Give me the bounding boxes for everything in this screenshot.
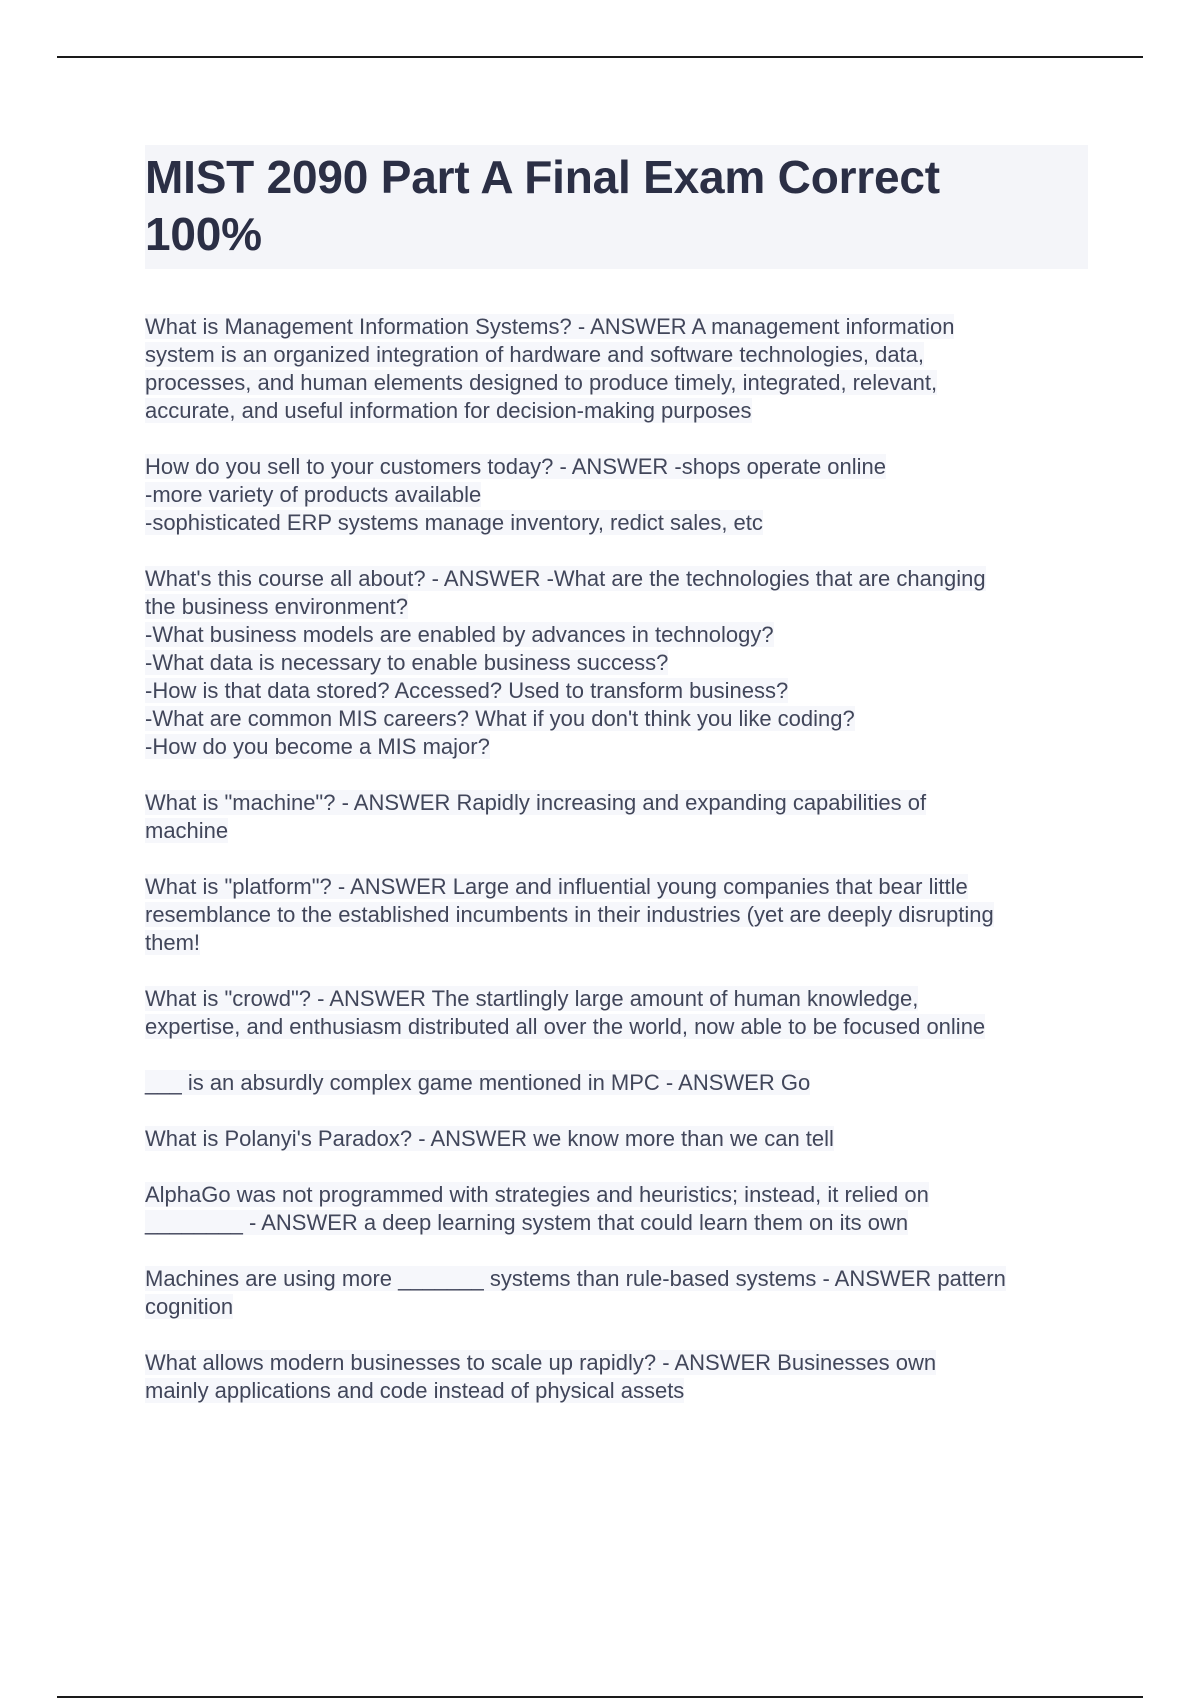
qa-text: What is Management Information Systems? - ANSWER A management information [145,314,955,339]
qa-text-line [145,929,1085,957]
qa-item [145,789,1085,845]
qa-text-line [145,677,1085,705]
top-rule [57,56,1143,58]
qa-text-line [145,1069,1085,1097]
title-line-2: 100% [145,208,262,260]
qa-text-line [145,873,1085,901]
qa-text-line [145,1013,1085,1041]
qa-text: ________ - ANSWER a deep learning system that could learn them on its own [145,1210,909,1235]
qa-text: accurate, and useful information for decision-making purposes [145,398,752,423]
qa-text: Machines are using more _______ systems than rule-based systems - ANSWER pattern [145,1266,1006,1291]
qa-text: -How is that data stored? Accessed? Used to transform business? [145,678,789,703]
qa-text-line [145,481,1085,509]
qa-text: What's this course all about? - ANSWER -What are the technologies that are changing [145,566,986,591]
qa-text: -How do you become a MIS major? [145,734,490,759]
qa-text-line [145,341,1085,369]
qa-text: them! [145,930,201,955]
qa-text-line [145,985,1085,1013]
qa-item [145,873,1085,957]
qa-text: -What data is necessary to enable business success? [145,650,669,675]
qa-text-line [145,565,1085,593]
qa-text-line [145,1349,1085,1377]
qa-text: machine [145,818,229,843]
qa-text-line [145,509,1085,537]
qa-text: -What business models are enabled by advances in technology? [145,622,774,647]
qa-text: What is "crowd"? - ANSWER The startlingly large amount of human knowledge, [145,986,919,1011]
qa-text-line [145,369,1085,397]
qa-text-line [145,1209,1085,1237]
qa-text-line [145,453,1085,481]
title-line-1: MIST 2090 Part A Final Exam Correct [145,151,940,203]
qa-text-line [145,649,1085,677]
qa-text-line [145,817,1085,845]
qa-list [145,313,1085,1433]
bottom-rule [57,1696,1143,1698]
qa-text: processes, and human elements designed to produce timely, integrated, relevant, [145,370,938,395]
qa-text: system is an organized integration of hardware and software technologies, data, [145,342,925,367]
qa-text-line [145,1265,1085,1293]
qa-text-line [145,1125,1085,1153]
qa-item [145,985,1085,1041]
qa-item [145,565,1085,761]
qa-text-line [145,901,1085,929]
qa-text-line [145,397,1085,425]
qa-text: expertise, and enthusiasm distributed all over the world, now able to be focused online [145,1014,986,1039]
qa-item [145,1069,1085,1097]
qa-text: -sophisticated ERP systems manage inventory, redict sales, etc [145,510,763,535]
qa-text: What is "machine"? - ANSWER Rapidly increasing and expanding capabilities of [145,790,927,815]
qa-text: ___ is an absurdly complex game mentioned in MPC - ANSWER Go [145,1070,811,1095]
qa-text: -What are common MIS careers? What if you don't think you like coding? [145,706,855,731]
qa-item [145,453,1085,537]
qa-item [145,1181,1085,1237]
qa-text-line [145,621,1085,649]
qa-text-line [145,313,1085,341]
qa-text-line [145,593,1085,621]
title-block [145,145,1088,269]
qa-text: What allows modern businesses to scale up rapidly? - ANSWER Businesses own [145,1350,937,1375]
qa-text-line [145,1377,1085,1405]
qa-text: resemblance to the established incumbents in their industries (yet are deeply disrupting [145,902,994,927]
qa-item [145,313,1085,425]
qa-text-line [145,1293,1085,1321]
qa-text-line [145,1181,1085,1209]
qa-text: the business environment? [145,594,408,619]
qa-item [145,1265,1085,1321]
qa-item [145,1125,1085,1153]
qa-text: cognition [145,1294,234,1319]
document-title [145,149,1088,263]
qa-text: mainly applications and code instead of physical assets [145,1378,685,1403]
qa-text: -more variety of products available [145,482,482,507]
qa-text-line [145,789,1085,817]
qa-text: What is Polanyi's Paradox? - ANSWER we know more than we can tell [145,1126,834,1151]
qa-text: How do you sell to your customers today? - ANSWER -shops operate online [145,454,887,479]
qa-text: AlphaGo was not programmed with strategies and heuristics; instead, it relied on [145,1182,929,1207]
qa-item [145,1349,1085,1405]
qa-text-line [145,705,1085,733]
qa-text-line [145,733,1085,761]
qa-text: What is "platform"? - ANSWER Large and influential young companies that bear little [145,874,968,899]
